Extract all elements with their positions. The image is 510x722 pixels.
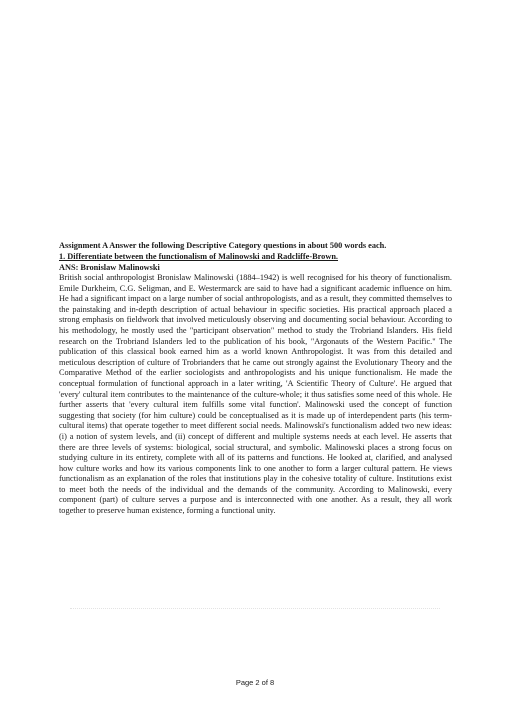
answer-section bbox=[59, 240, 452, 517]
answer-paragraph: British social anthropologist Bronislaw Malinowski (1884–1942) is well recognised for his theory of functionalism. Emile Durkheim, C.G. Seligman, and E. Westermarck are said to have had a significant academic influence on him. He had a significant impact on a large number of social anthropologists, and as a result, they committed themselves to the painstaking and in-depth description of actual behaviour in specific societies. His practical approach placed a strong emphasis on fieldwork that involved meticulously observing and documenting social behaviour. According to his methodology, he mostly used the "participant observation" method to study the Trobriand Islanders. His field research on the Trobriand Islanders led to the publication of his book, "Argonauts of the Western Pacific." The publication of this classical book earned him as a world known Anthropologist. It was from this detailed and meticulous description of culture of Trobrianders that he came out strongly against the Evolutionary Theory and the Comparative Method of the earlier sociologists and anthropologists and his unique functionalism. He made the conceptual formulation of functional approach in a later writing, 'A Scientific Theory of Culture'. He argued that 'every' cultural item contributes to the maintenance of the culture-whole; it thus satisfies some need of this whole. He further asserts that 'every cultural item fulfills some vital function'. Malinowski used the concept of function suggesting that society (for him culture) could be conceptualised as it is made up of interdependent parts (his term-cultural items) that operate together to meet different social needs. Malinowski's functionalism added two new ideas: (i) a notion of system levels, and (ii) concept of different and multiple systems needs at each level. He asserts that there are three levels of systems: biological, social structural, and symbolic. Malinowski places a strong focus on studying culture in its entirety, complete with all of its patterns and functions. He looked at, clarified, and analysed how culture works and how its various components link to one another to form a larger cultural pattern. He views functionalism as an explanation of the roles that institutions play in the cohesive totality of culture. Institutions exist to meet both the needs of the individual and the demands of the community. According to Malinowski, every component (part) of culture serves a purpose and is interconnected with one another. As a result, they all work together to preserve human existence, forming a functional unity. bbox=[59, 273, 452, 516]
page-number: Page 2 of 8 bbox=[235, 678, 275, 687]
question-title: 1. Differentiate between the functionalism of Malinowski and Radcliffe-Brown. bbox=[59, 252, 339, 261]
divider-rule bbox=[70, 608, 440, 609]
answer-label: ANS: Bronislaw Malinowski bbox=[59, 263, 160, 272]
assignment-heading: Assignment A Answer the following Descriptive Category questions in about 500 words each. bbox=[59, 241, 387, 250]
